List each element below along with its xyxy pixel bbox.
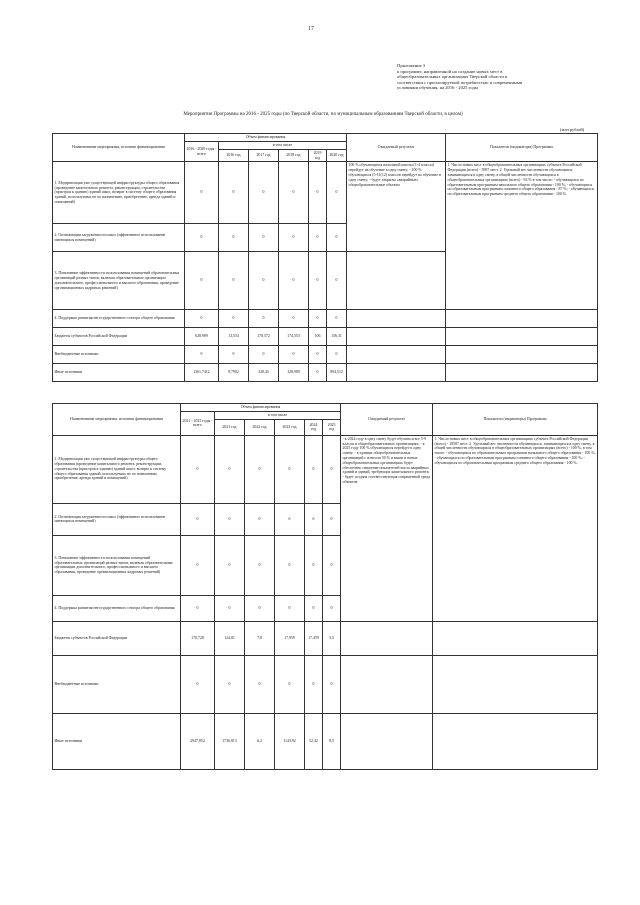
cell-value: 0 xyxy=(215,535,245,595)
header-year: 2019 год xyxy=(309,149,327,162)
cell-value: 13,554 xyxy=(219,328,249,346)
cell-value: 0 xyxy=(185,224,219,252)
header-year: 2024 год xyxy=(305,419,323,435)
header-total: 2016 - 2020 годы - всего xyxy=(185,142,219,162)
cell-value: 0 xyxy=(245,503,275,535)
cell-value: 0 xyxy=(309,252,327,310)
header-year: 2025 год xyxy=(323,419,341,435)
cell-value: 9,7902 xyxy=(219,364,249,382)
header-result: Ожидаемый результат xyxy=(341,404,433,436)
appendix-line: условиями обучения, на 2016 - 2025 годы xyxy=(397,85,478,91)
cell-value: 178,572 xyxy=(249,328,279,346)
cell-value: 170,728 xyxy=(181,621,215,655)
cell-value: 0 xyxy=(327,310,347,328)
cell-value: 0 xyxy=(309,162,327,224)
empty-cell xyxy=(433,655,598,713)
header-year: 2023 год xyxy=(275,419,305,435)
header-year: 2017 год xyxy=(249,149,279,162)
appendix-header xyxy=(397,63,597,91)
header-total: 2021 - 2025 годы - всего xyxy=(181,412,215,436)
cell-value: 0 xyxy=(327,224,347,252)
cell-value: 0 xyxy=(249,224,279,252)
cell-value: 0 xyxy=(219,224,249,252)
cell-value: 17,459 xyxy=(305,621,323,655)
program-indicators: 1. Число новых мест в общеобразовательных организациях субъекта Российской Федерации (всего) - 5987 мест. 2. Удельный вес численности обучающихся, занимающихся в одну смену, в общей численности обучающихся в общеобразовательных организациях (всего) - 93 % в том числе: - обучающихся по образовательным программам начального общего образования - 100 %; - обучающихся по образовательным программам основного общего образования - 87 %; - обучающихся по образовательным программам среднего общего образования - 100 %. xyxy=(446,162,598,310)
row-name: 4. Поддержка развития негосударственного сектора общего образования xyxy=(53,310,185,328)
cell-value: 0 xyxy=(219,252,249,310)
appendix-line: к программе, направленной на создание новых мест в xyxy=(397,68,503,74)
row-name: Внебюджетные источники xyxy=(53,655,181,713)
table-row xyxy=(53,713,598,769)
cell-value: 17,959 xyxy=(275,621,305,655)
expected-result: 100 % обучающихся начальной школы (1-4 классы) перейдут на обучение в одну смену; - 100 % обучающихся (5-11(12) классов перейдут на обучение в одну смену; - будут закрыты «аварийные» общеобразовательные объекты xyxy=(347,162,446,252)
cell-value: 0 xyxy=(245,435,275,503)
cell-value: 0 xyxy=(219,162,249,224)
cell-value: 0 xyxy=(275,535,305,595)
table-row xyxy=(53,162,598,224)
cell-value: 0 xyxy=(323,655,341,713)
header-indicators: Показатели (индикаторы) Программы xyxy=(433,404,598,436)
row-name: Бюджеты субъектов Российской Федерации xyxy=(53,328,185,346)
cell-value: 0 xyxy=(249,162,279,224)
table-row xyxy=(53,328,598,346)
cell-value: 0 xyxy=(215,655,245,713)
cell-value: 0 xyxy=(279,162,309,224)
cell-value: 0 xyxy=(275,503,305,535)
empty-cell xyxy=(347,328,446,346)
cell-value: 8,5 xyxy=(323,713,341,769)
cell-value: 0 xyxy=(181,535,215,595)
row-name: Иные источники xyxy=(53,364,185,382)
cell-value: 0 xyxy=(327,162,347,224)
document-title: Мероприятия Программы на 2016 - 2025 годы (по Тверской области, по муниципальным образованиям Тверской области, в целом) xyxy=(183,112,463,117)
header-volume: Объем финансирования xyxy=(185,134,347,142)
cell-value: 0 xyxy=(275,595,305,621)
cell-value: 0 xyxy=(215,503,245,535)
cell-value: 0 xyxy=(327,346,347,364)
header-incl: в том числе xyxy=(215,412,341,420)
cell-value: 0 xyxy=(309,364,327,382)
empty-cell xyxy=(433,621,598,655)
row-name: 2. Оптимизация загруженности школ (эффективное использование имеющихся помещений) xyxy=(53,503,181,535)
header-volume: Объем финансирования xyxy=(181,404,341,412)
header-incl: в том числе xyxy=(219,142,347,150)
table-row xyxy=(53,435,598,503)
empty-cell xyxy=(341,621,433,655)
empty-cell xyxy=(347,310,446,328)
cell-value: 0 xyxy=(215,595,245,621)
cell-value: 1736,813 xyxy=(215,713,245,769)
cell-value: 0 xyxy=(305,535,323,595)
empty-cell xyxy=(446,346,598,364)
header-indicators: Показатели (индикаторы) Программы xyxy=(446,134,598,162)
header-year: 2016 год xyxy=(219,149,249,162)
cell-value: 0 xyxy=(245,535,275,595)
cell-value: 0 xyxy=(185,162,219,224)
table-row xyxy=(53,621,598,655)
cell-value: 0 xyxy=(181,503,215,535)
row-name: 4. Поддержка развития негосударственного сектора общего образования xyxy=(53,595,181,621)
cell-value: 106 xyxy=(309,328,327,346)
row-name: 3. Повышение эффективности использования помещений образовательных организаций разных типов, включая образовательные организации дополнительного, профессионального и высшего образования, проведение организационных кадровых решений) xyxy=(53,535,181,595)
cell-value: 0 xyxy=(309,224,327,252)
header-year: 2018 год xyxy=(279,149,309,162)
cell-value: 0 xyxy=(305,503,323,535)
row-name: 1. Модернизация уже существующей инфраструктуры общего образования (проведение капитального ремонта, реконструкции, строительства (пристроя к зданию) зданий школ, возврат в систему общего образования зданий, используемых не по назначению, приобретение, аренда зданий и помещений) xyxy=(53,162,185,224)
cell-value: 0 xyxy=(323,595,341,621)
row-name: 1. Модернизация уже существующей инфраструктуры общего образования (проведение капитального ремонта, реконструкции, строительства (пристроя к зданию) зданий школ, возврат в систему общего образования зданий, используемых не по назначению, приобретение, аренда зданий и помещений) xyxy=(53,435,181,503)
empty-cell xyxy=(347,252,446,310)
cell-value: 6,2 xyxy=(245,713,275,769)
cell-value: 894,512 xyxy=(327,364,347,382)
cell-value: 2947,852 xyxy=(181,713,215,769)
table-row xyxy=(53,310,598,328)
cell-value: 174,553 xyxy=(279,328,309,346)
cell-value: 0 xyxy=(219,346,249,364)
cell-value: 0 xyxy=(279,224,309,252)
empty-cell xyxy=(446,328,598,346)
appendix-line: соответствии с прогнозируемой потребностью и современными xyxy=(397,79,523,85)
appendix-line: общеобразовательных организациях Тверской области в xyxy=(397,74,508,80)
cell-value: 0 xyxy=(279,252,309,310)
cell-value: 0 xyxy=(185,310,219,328)
header-activity: Наименование мероприятия, источник финансирования xyxy=(53,404,181,436)
cell-value: 124,01 xyxy=(215,621,245,655)
page-number: 17 xyxy=(308,26,314,32)
row-name: Иные источники xyxy=(53,713,181,769)
cell-value: 0 xyxy=(249,310,279,328)
cell-value: 0 xyxy=(323,435,341,503)
header-year: 2021 год xyxy=(215,419,245,435)
header-year: 2022 год xyxy=(245,419,275,435)
table-row xyxy=(53,655,598,713)
cell-value: 0 xyxy=(305,435,323,503)
program-indicators: 1. Число новых мест в общеобразовательных организациях субъекта Российской Федерации (всего) - 10587 мест. 2. Удельный вес численности обучающихся, занимающихся в одну смену, в общей численности обучающихся в общеобразовательных организациях (всего) - 100 %, в том числе: - обучающихся по образовательным программам начального общего образования - 100 %; - обучающихся по образовательным программам основного общего образования - 100 %; - обучающихся по образовательным программам среднего общего образования - 100 %. xyxy=(433,435,598,621)
program-table-2016-2020 xyxy=(52,133,598,382)
cell-value: 0 xyxy=(305,655,323,713)
cell-value: 0 xyxy=(275,435,305,503)
cell-value: 0 xyxy=(245,595,275,621)
header-result: Ожидаемый результат xyxy=(347,134,446,162)
table-row xyxy=(53,364,598,382)
unit-label: (млн рублей) xyxy=(560,127,585,132)
cell-value: 156,31 xyxy=(327,328,347,346)
empty-cell xyxy=(446,364,598,382)
cell-value: 0 xyxy=(327,252,347,310)
empty-cell xyxy=(446,310,598,328)
cell-value: 0 xyxy=(185,346,219,364)
cell-value: 328,45 xyxy=(249,364,279,382)
cell-value: 0 xyxy=(181,595,215,621)
empty-cell xyxy=(341,655,433,713)
cell-value: 1143,92 xyxy=(275,713,305,769)
cell-value: 0 xyxy=(309,346,327,364)
expected-result: - к 2024 году в одну смену будут обучаться все 5-9 классы в общеобразовательных организациях; - к 2025 году 100 % обучающихся перейдут в одну смену; - в зданиях общеобразовательных организаций с износом 50 % и выше и новых общеобразовательных организациях будет обеспечено снижение показателей числа аварийных зданий и зданий, требующих капитального ремонта; - будет создана соответствующая современной среда объектов xyxy=(341,435,433,621)
cell-value: 0 xyxy=(323,503,341,535)
cell-value: 0 xyxy=(215,435,245,503)
row-name: 3. Повышение эффективности использования помещений образовательных организаций разных типов, включая образовательные организации дополнительного, профессионального и высшего образования, проведение организационных кадровых решений) xyxy=(53,252,185,310)
cell-value: 0 xyxy=(219,310,249,328)
cell-value: 628,989 xyxy=(185,328,219,346)
cell-value: 0 xyxy=(185,252,219,310)
cell-value: 0 xyxy=(275,655,305,713)
cell-value: 0 xyxy=(181,435,215,503)
cell-value: 0 xyxy=(279,346,309,364)
cell-value: 0 xyxy=(323,535,341,595)
cell-value: 0 xyxy=(309,310,327,328)
cell-value: 7,8 xyxy=(245,621,275,655)
cell-value: 1361,7412 xyxy=(185,364,219,382)
cell-value: 0 xyxy=(181,655,215,713)
cell-value: 0 xyxy=(279,310,309,328)
empty-cell xyxy=(433,713,598,769)
appendix-label: Приложение 3 xyxy=(397,63,426,68)
cell-value: 128,989 xyxy=(279,364,309,382)
cell-value: 0 xyxy=(249,252,279,310)
row-name: Бюджеты субъектов Российской Федерации xyxy=(53,621,181,655)
row-name: Внебюджетные источники xyxy=(53,346,185,364)
empty-cell xyxy=(347,364,446,382)
empty-cell xyxy=(341,713,433,769)
cell-value: 0 xyxy=(305,595,323,621)
header-year: 2020 год xyxy=(327,149,347,162)
program-table-2021-2025 xyxy=(52,403,598,770)
header-activity: Наименование мероприятия, источник финансирования xyxy=(53,134,185,162)
table-row xyxy=(53,346,598,364)
empty-cell xyxy=(347,346,446,364)
cell-value: 0 xyxy=(249,346,279,364)
cell-value: 0 xyxy=(245,655,275,713)
row-name: 2. Оптимизация загруженности школ (эффективное использование имеющихся помещений) xyxy=(53,224,185,252)
cell-value: 3,5 xyxy=(323,621,341,655)
cell-value: 52,42 xyxy=(305,713,323,769)
